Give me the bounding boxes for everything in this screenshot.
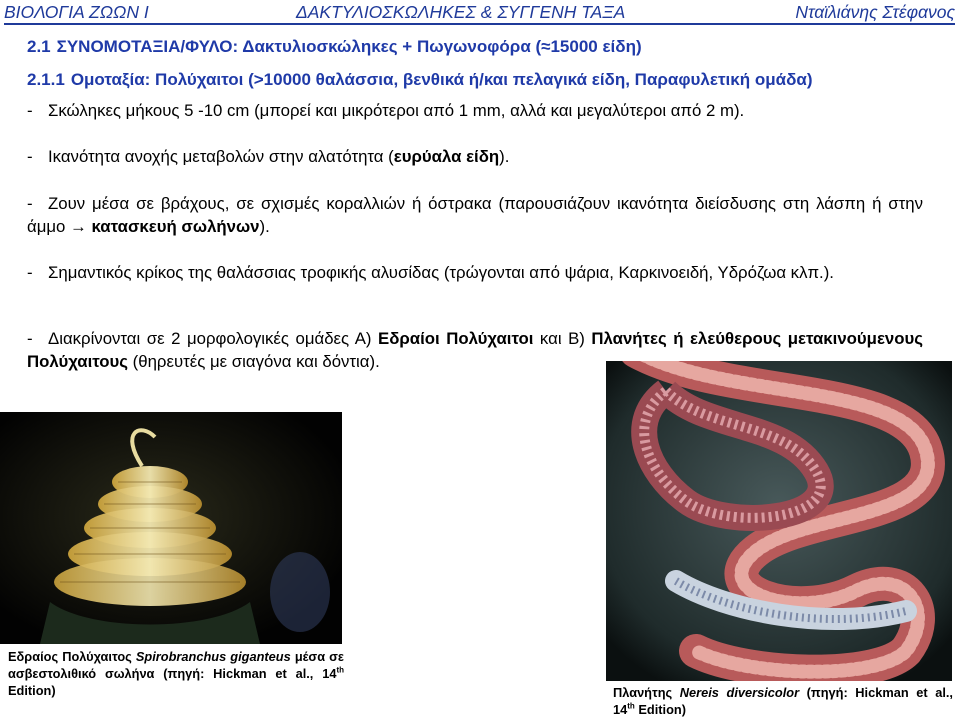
- bullet-dash: -: [27, 263, 33, 282]
- christmas-tree-worm-illustration: [0, 412, 342, 644]
- bullet-emphasis: ευρύαλα είδη: [393, 147, 500, 166]
- caption-text: μέσα σε ασβεστολιθικό σωλήνα (πηγή: Hickman et al., 14: [8, 649, 344, 681]
- nereis-worm-photo: [606, 361, 952, 681]
- bullet-emphasis: κατασκευή σωλήνων: [91, 217, 260, 236]
- bullet-text-end: ).: [259, 217, 270, 236]
- bullet-text: Ικανότητα ανοχής μεταβολών στην αλατότητα (: [48, 147, 394, 166]
- bullet-food-chain: [27, 261, 923, 284]
- bullet-dash: -: [27, 147, 33, 166]
- bullet-dash: -: [27, 194, 33, 213]
- bullet-text-end: (θηρευτές με σιαγόνα και δόντια).: [128, 352, 380, 371]
- bullet-text: Ζουν μέσα σε βράχους, σε σχισμές κοραλλιών ή όστρακα (παρουσιάζουν ικανότητα διείσδυσης στη λάσπη ή στην άμμο →: [27, 194, 923, 236]
- author-name: Νταϊλιάνης Στέφανος: [795, 2, 955, 22]
- caption-text: (πηγή: Hickman et al., 14: [613, 685, 953, 717]
- section-number: 2.1: [27, 37, 51, 56]
- bullet-emphasis-errant: Πλανήτες ή ελεύθερους μετακινούμενους Πολύχαιτους: [27, 329, 923, 371]
- caption-text: Edition): [8, 683, 56, 698]
- caption-superscript: th: [336, 665, 344, 675]
- subsection-heading: [27, 70, 813, 90]
- chapter-title: ΔΑΚΤΥΛΙΟΣΚΩΛΗΚΕΣ & ΣΥΓΓΕΝΗ ΤΑΞΑ: [296, 2, 626, 22]
- caption-text: Πλανήτης: [613, 685, 680, 700]
- bullet-text: Σημαντικός κρίκος της θαλάσσιας τροφικής αλυσίδας (τρώγονται από ψάρια, Καρκινοειδή, Υδρόζωα κλπ.).: [48, 263, 834, 282]
- bullet-dash: -: [27, 101, 33, 120]
- slide-header: [0, 0, 959, 26]
- section-heading: [27, 37, 642, 57]
- subsection-title: Ομοταξία: Πολύχαιτοι (>10000 θαλάσσια, βενθικά ή/και πελαγικά είδη, Παραφυλετική ομάδα): [70, 70, 813, 89]
- caption-text: Edition): [634, 702, 686, 717]
- bullet-text-end: ).: [499, 147, 510, 166]
- bullet-habitat: [27, 192, 923, 238]
- caption-sedentary-polychaete: [8, 648, 344, 699]
- caption-superscript: th: [627, 701, 635, 711]
- bullet-text: Διακρίνονται σε 2 μορφολογικές ομάδες Α): [48, 329, 379, 348]
- subsection-number: 2.1.1: [27, 70, 65, 89]
- bullet-text-mid: και Β): [533, 329, 592, 348]
- bullet-salinity: [27, 145, 923, 168]
- christmas-tree-worm-photo: [0, 412, 342, 644]
- bullet-text: Σκώληκες μήκους 5 -10 cm (μπορεί και μικρότεροι από 1 mm, αλλά και μεγαλύτεροι από 2 m).: [48, 101, 745, 120]
- bullet-emphasis-sedentary: Εδραίοι Πολύχαιτοι: [378, 329, 534, 348]
- section-title: ΣΥΝΟΜΟΤΑΞΙΑ/ΦΥΛΟ: Δακτυλιοσκώληκες + Πωγωνοφόρα (≈15000 είδη): [56, 37, 642, 56]
- course-title: ΒΙΟΛΟΓΙΑ ΖΩΩΝ Ι: [4, 2, 149, 22]
- caption-species: Spirobranchus giganteus: [135, 649, 291, 664]
- bullet-dash: -: [27, 329, 33, 348]
- bullet-size: [27, 99, 923, 122]
- caption-species: Nereis diversicolor: [679, 685, 800, 700]
- header-divider: [4, 23, 955, 25]
- caption-text: Εδραίος Πολύχαιτος: [8, 649, 136, 664]
- nereis-worm-illustration: [606, 361, 952, 681]
- caption-errant-polychaete: [613, 684, 953, 718]
